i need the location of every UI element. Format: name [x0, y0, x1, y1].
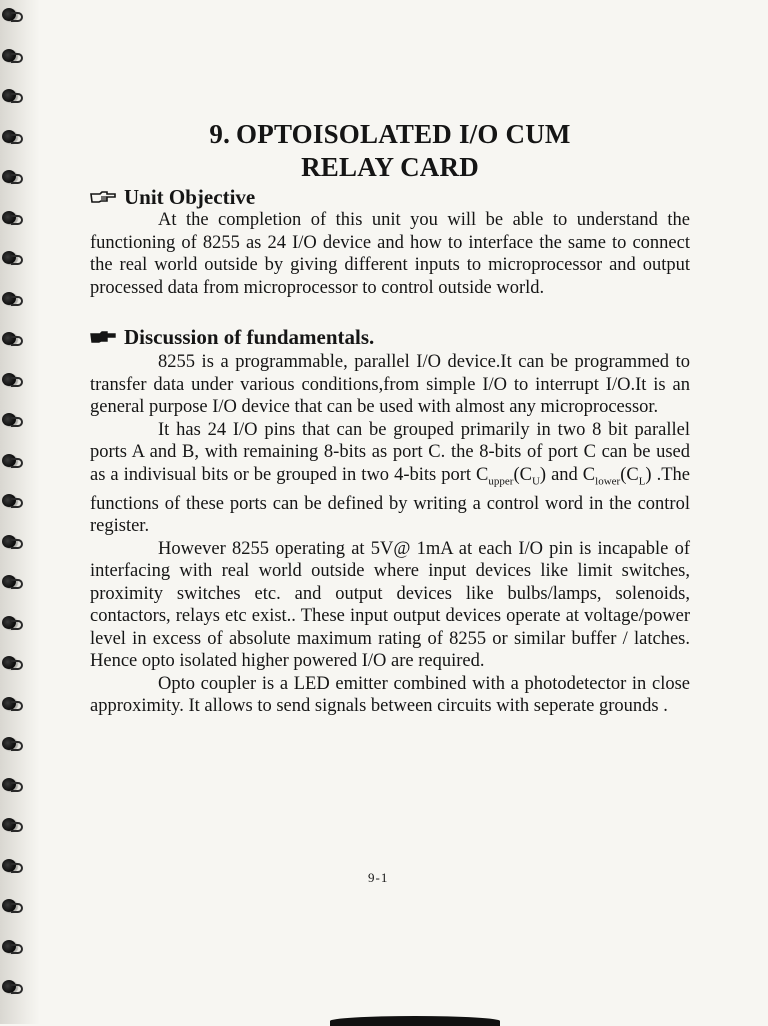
port-c-upper: C: [476, 464, 489, 485]
page-number: 9-1: [368, 870, 389, 885]
binding-ring: [2, 49, 16, 62]
binding-ring: [2, 89, 16, 102]
binding-ring: [2, 859, 16, 872]
page-content: [90, 118, 690, 718]
port-c-tail: ) .The functions of these ports can be defined by writing a control word in the control register.: [90, 464, 690, 537]
binding-ring: [2, 980, 16, 993]
binding-ring: [2, 373, 16, 386]
unit-objective-heading: [90, 185, 690, 209]
discussion-paragraph-4: Opto coupler is a LED emitter combined with a photodetector in close approximity. It allows to send signals between circuits with seperate grounds .: [90, 673, 690, 717]
binding-ring: [2, 454, 16, 467]
unit-objective-text: At the completion of this unit you will be able to understand the functioning of 8255 as 24 I/O device and how to interface the same to connect the real world outside by giving different inputs to microprocessor and output processed data from microprocessor to control outside world.: [90, 210, 690, 298]
binding-ring: [2, 292, 16, 305]
binding-ring: [2, 778, 16, 791]
binding-ring: [2, 251, 16, 264]
port-c-lower-abbr: (C: [620, 464, 639, 485]
title-text-1: OPTOISOLATED I/O CUM: [236, 119, 571, 149]
title-line-1: [90, 118, 690, 151]
discussion-paragraph-2: [90, 419, 690, 538]
binding-ring: [2, 940, 16, 953]
bottom-edge-mark: [330, 1016, 500, 1026]
discussion-heading: [90, 325, 690, 349]
pointing-hand-icon: [90, 330, 116, 344]
binding-ring: [2, 616, 16, 629]
binding-ring: [2, 737, 16, 750]
binding-ring: [2, 332, 16, 345]
port-c-upper-sub: upper: [488, 475, 514, 488]
chapter-number: 9.: [209, 119, 231, 149]
port-c-and: ) and C: [539, 464, 596, 485]
pointing-hand-icon: [90, 190, 116, 204]
binding-ring: [2, 535, 16, 548]
port-c-upper-abbr: (C: [513, 464, 532, 485]
port-c-lower-sub: lower: [595, 475, 621, 488]
discussion-paragraph-1: 8255 is a programmable, parallel I/O device.It can be programmed to transfer data under various conditions,from simple I/O to interrupt I/O.It is an general purpose I/O device that can be used with almost any microprocessor.: [90, 352, 690, 417]
binding-ring: [2, 170, 16, 183]
binding-ring: [2, 575, 16, 588]
page-title: [90, 118, 690, 184]
port-c-lower-abbr-sub: L: [638, 475, 646, 488]
discussion-paragraph-3: However 8255 operating at 5V@ 1mA at each I/O pin is incapable of interfacing with real world outside where input devices like limit switches, proximity switches etc. and output devices like bulbs/lamps, solenoids, contactors, relays etc exist.. These input output devices operate at voltage/power level in excess of absolute maximum rating of 8255 or similar buffer / latches. Hence opto isolated higher powered I/O are required.: [90, 538, 690, 672]
discussion-paragraph-2-text: It has 24 I/O pins that can be grouped primarily in two 8 bit parallel ports A and B, with remaining 8-bits as port C. the 8-bits of port C can be used as a indivisual bits or be grouped in two 4-bits port: [90, 419, 690, 485]
binding-ring: [2, 130, 16, 143]
binding-ring: [2, 413, 16, 426]
port-c-upper-abbr-sub: U: [531, 475, 540, 488]
binding-ring: [2, 211, 16, 224]
spiral-binding: [0, 0, 34, 1024]
binding-ring: [2, 494, 16, 507]
binding-ring: [2, 899, 16, 912]
unit-objective-title: Unit Objective: [124, 185, 256, 209]
title-line-2: RELAY CARD: [301, 152, 479, 182]
binding-ring: [2, 8, 16, 21]
discussion-title: Discussion of fundamentals.: [124, 325, 375, 349]
binding-ring: [2, 697, 16, 710]
binding-ring: [2, 818, 16, 831]
binding-ring: [2, 656, 16, 669]
